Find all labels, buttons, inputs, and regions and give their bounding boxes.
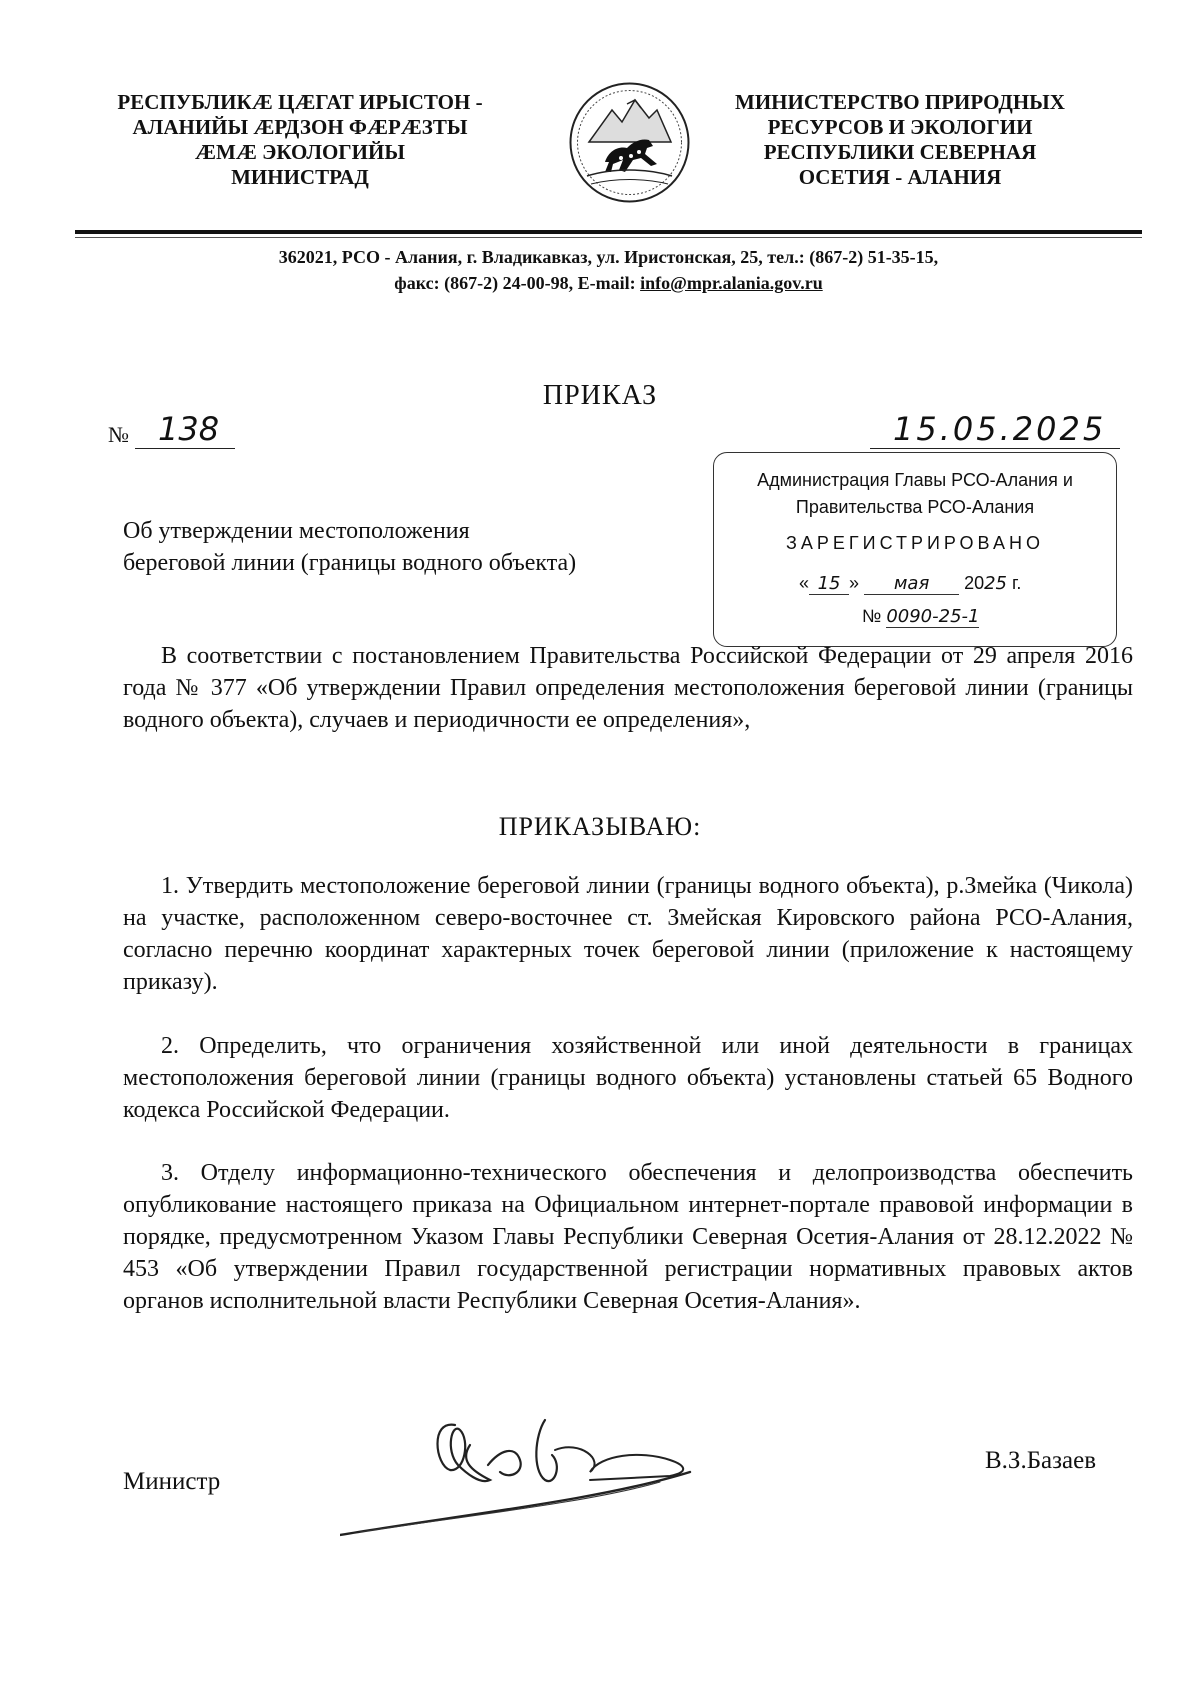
fax-text: факс: (867-2) 24-00-98, E-mail: [394, 273, 641, 293]
intro-text: В соответствии с постановлением Правительства Российской Федерации от 29 апреля 2016 года № 377 «Об утверждении Правил определения местоположения береговой линии (границы водного объекта), случаев и периодичности ее определения», [123, 643, 1133, 733]
stamp-number-sign: № [862, 606, 882, 626]
address-line-2 [75, 273, 1142, 294]
header-right-line-1: МИНИСТЕРСТВО ПРИРОДНЫХ [735, 90, 1065, 114]
stamp-date-day: 15 [809, 573, 849, 595]
stamp-date-open-quote: « [799, 573, 810, 593]
header-right-line-4: ОСЕТИЯ - АЛАНИЯ [798, 165, 1002, 189]
address-line-1: 362021, РСО - Алания, г. Владикавказ, ул. Иристонская, 25, тел.: (867-2) 51-35-15, [278, 247, 939, 267]
header-right-line-3: РЕСПУБЛИКИ СЕВЕРНАЯ [763, 140, 1037, 164]
stamp-org-line-1: Администрация Главы РСО-Алания и [757, 470, 1073, 490]
stamp-date-suffix: г. [1012, 573, 1022, 593]
header-divider-thick [75, 230, 1142, 234]
intro-paragraph [123, 640, 1133, 736]
coat-of-arms-icon [567, 80, 692, 205]
order-subject [123, 515, 576, 579]
order-number-sign: № [108, 422, 129, 447]
order-directive: ПРИКАЗЫВАЮ: [498, 812, 702, 841]
stamp-number [862, 606, 979, 627]
stamp-date-year-prefix: 20 [964, 573, 985, 593]
order-item-1 [123, 870, 1133, 998]
document-title: ПРИКАЗ [542, 380, 658, 411]
stamp-date-month: мая [864, 573, 959, 595]
email-link[interactable]: info@mpr.alania.gov.ru [640, 273, 823, 293]
order-item-3-text: 3. Отделу информационно-технического обеспечения и делопроизводства обеспечить опубликование настоящего приказа на Официальном интернет-портале правовой информации в порядке, предусмотренном Указом Главы Республики Северная Осетия-Алания от 28.12.2022 № 453 «Об утверждении Правил государственной регистрации нормативных правовых актов органов исполнительной власти Республики Северная Осетия-Алания». [123, 1160, 1133, 1314]
stamp-number-value: 0090-25-1 [886, 606, 980, 627]
order-date: 15.05.2025 [893, 410, 1107, 448]
header-left-line-1: РЕСПУБЛИКӔ ЦӔГАТ ИРЫСТОН - [117, 90, 483, 114]
stamp-date-close-quote: » [849, 573, 860, 593]
order-number-underline [135, 448, 235, 449]
order-item-1-text: 1. Утвердить местоположение береговой линии (границы водного объекта), р.Змейка (Чикола) на участке, расположенном северо-восточнее ст. Змейская Кировского района РСО-Алания, согласно перечню координат характерных точек береговой линии (приложение к настоящему приказу). [123, 873, 1133, 995]
header-left-line-2: АЛАНИЙЫ ӔРДЗОН ФӔРӔЗТЫ [132, 115, 468, 139]
header-right-line-2: РЕСУРСОВ И ЭКОЛОГИИ [767, 115, 1033, 139]
order-item-3 [123, 1157, 1133, 1317]
header-right-russian [700, 90, 1100, 190]
header-divider-thin [75, 237, 1142, 238]
order-date-underline [870, 448, 1120, 449]
stamp-date-year-suffix: 25 [984, 573, 1007, 594]
order-item-2 [123, 1030, 1133, 1126]
subject-line-2: береговой линии (границы водного объекта) [123, 550, 577, 576]
subject-line-1: Об утверждении местоположения [123, 518, 470, 544]
handwritten-signature [340, 1410, 770, 1550]
header-left-line-4: МИНИСТРАД [231, 165, 369, 189]
stamp-date [799, 573, 1021, 595]
order-item-2-text: 2. Определить, что ограничения хозяйственной или иной деятельности в границах местоположения береговой линии (границы водного объекта) установлены статьей 65 Водного кодекса Российской Федерации. [123, 1033, 1133, 1123]
stamp-status: ЗАРЕГИСТРИРОВАНО [786, 533, 1044, 553]
stamp-org-line-2: Правительства РСО-Алания [795, 497, 1035, 517]
signatory-title: Министр [123, 1468, 221, 1495]
signatory-name: В.З.Базаев [985, 1447, 1097, 1474]
header-left-ossetian [100, 90, 500, 190]
registration-stamp [713, 452, 1117, 647]
order-number: 138 [158, 410, 220, 448]
header-left-line-3: ӔМӔ ЭКОЛОГИЙЫ [195, 140, 405, 164]
